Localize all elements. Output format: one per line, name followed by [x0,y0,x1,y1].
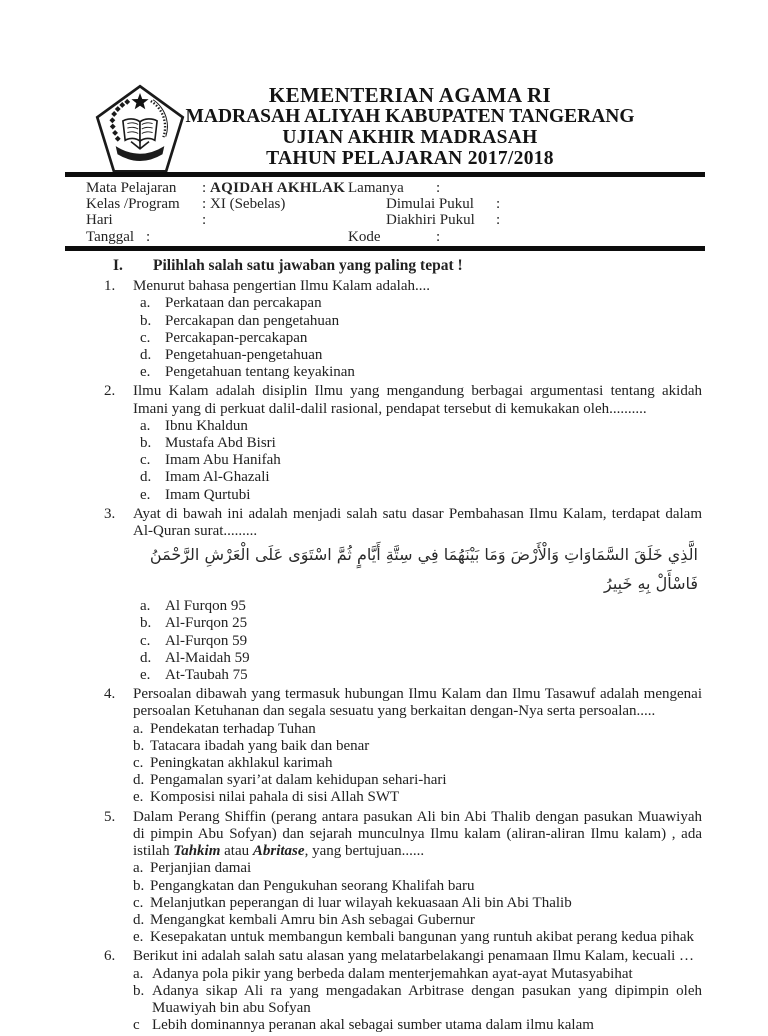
stem-text: Ayat di bawah ini adalah menjadi salah satu dasar Pembahasan Ilmu Kalam, terdapat dalam Al-Quran surat......... [133,505,702,540]
option-letter: b. [133,982,145,999]
arabic-verse: الَّذِي خَلَقَ السَّمَاوَاتِ وَالْأَرْضَ وَمَا بَيْنَهُمَا فِي سِتَّةِ أَيَّامٍ ثُمَّ اسْتَوَى عَلَى الْعَرْشِ الرَّحْمَنُ فَاسْأَلْ بِهِ خَبِيرُ [149,545,698,594]
option [133,313,702,330]
option-letter: b. [140,615,152,632]
meta-row [65,196,705,212]
option [133,1017,702,1034]
meta-label-right: Diakhiri Pukul [386,212,475,229]
question-body [133,948,702,1034]
stem-text: Berikut ini adalah salah satu alasan yang melatarbelakangi penamaan Ilmu Kalam, kecuali … [133,948,695,965]
option [133,347,702,364]
option [133,912,702,929]
option-text: Peningkatan akhlakul karimah [150,755,333,772]
option-text: Adanya sikap Ali ra yang mengadakan Arbitrase dengan pasukan yang dipimpin oleh Muawiyah bin abu Sofyan [152,982,702,1016]
option-text: Percakapan dan pengetahuan [165,312,340,329]
meta-value-left: AQIDAH AKHLAK [210,180,346,196]
question [104,948,702,1034]
question-stem [133,278,702,295]
option-letter: a. [133,720,144,737]
option-letter: e. [140,364,151,381]
stem-text: atau [220,843,253,860]
meta-label-left: Mata Pelajaran [86,180,177,196]
option [133,615,702,632]
stem-text: Ilmu Kalam adalah disiplin Ilmu yang mengandung berbagai argumentasi tentang akidah Imani yang di perkuat dalil-dalil rasional, pendapat tersebut di kemukakan oleh.......... [133,383,702,417]
meta-label-left: Tanggal [86,228,135,245]
option-text: Tatacara ibadah yang baik dan benar [150,737,370,754]
option-letter: b. [133,737,145,754]
question-stem [133,383,702,417]
option [133,487,702,504]
option-text: Pendekatan terhadap Tuhan [150,720,316,737]
option [133,295,702,312]
question-body [133,686,702,806]
question [104,383,702,503]
option-letter: e. [140,667,151,684]
exam-meta-table [65,180,705,245]
stem-text: , yang bertujuan...... [304,843,425,860]
question-number: 1. [104,278,116,295]
meta-colon-right: : [436,180,441,196]
option [133,895,702,912]
question [104,506,702,684]
option-list [133,721,702,807]
question-stem [133,948,702,965]
option [133,633,702,650]
option-letter: b. [140,435,152,452]
meta-label-right: Dimulai Pukul [386,196,474,213]
option-letter: e. [133,789,144,806]
option-text: Imam Abu Hanifah [165,452,281,469]
option-text: Adanya pola pikir yang berbeda dalam menterjemahkan ayat-ayat Mutasyabihat [152,965,633,982]
option-letter: a. [140,417,151,434]
school-year: TAHUN PELAJARAN 2017/2018 [266,148,554,169]
option-text: Komposisi nilai pahala di sisi Allah SWT [150,789,400,806]
section-heading [104,257,702,274]
stem-text: Tahkim [173,843,221,860]
option-letter: c. [140,452,151,469]
option-letter: a. [133,965,144,982]
question-number: 6. [104,948,116,965]
question-body [133,383,702,503]
stem-text: Dalam Perang Shiffin (perang antara pasukan Ali bin Abi Thalib dengan pasukan Muawiyah di pimpin Abu Sofyan) dan sejarah munculnya Ilmu kalam (aliran-aliran Ilmu kalam) , ada istilah [133,808,702,860]
option [133,929,702,946]
option-text: Mengangkat kembali Amru bin Ash sebagai Gubernur [150,911,475,928]
meta-row [65,212,705,228]
meta-colon-left: : [202,196,207,213]
option-letter: d. [140,649,152,666]
question-stem [133,809,702,861]
meta-label-right: Lamanya [348,180,404,196]
option-letter: d. [133,772,145,789]
option-text: Pengetahuan-pengetahuan [165,347,323,364]
option-text: Al-Furqon 59 [165,632,248,649]
option [133,650,702,667]
exam-header [0,84,768,169]
option-list [133,418,702,504]
option [133,966,702,983]
option-letter: b. [140,312,152,329]
meta-row [65,229,705,245]
question-body [133,809,702,947]
option-letter: c. [133,894,144,911]
meta-colon-left: : [202,180,207,196]
question-number: 3. [104,505,116,522]
option-letter: a. [133,860,144,877]
meta-colon-right: : [496,212,501,229]
option-list [133,295,702,381]
option-letter: b. [133,877,145,894]
option-letter: c. [133,755,144,772]
option [133,452,702,469]
option-list [133,966,702,1035]
option-text: Mustafa Abd Bisri [165,435,276,452]
option-text: Al Furqon 95 [165,598,246,615]
question-stem [133,506,702,540]
option [133,435,702,452]
option-text: Kesepakatan untuk membangun kembali bangunan yang runtuh akibat perang kedua pihak [150,929,694,946]
option-text: At-Taubah 75 [165,667,248,684]
option-letter: d. [140,347,152,364]
meta-label-right: Kode [348,228,381,245]
stem-text: Menurut bahasa pengertian Ilmu Kalam adalah.... [133,278,430,295]
question [104,278,702,381]
meta-row [65,180,705,196]
option-letter: e. [140,486,151,503]
option [133,667,702,684]
question-number: 5. [104,808,116,825]
question-list [104,278,702,1034]
question-body [133,278,702,381]
meta-colon-right: : [436,228,441,245]
exam-name: UJIAN AKHIR MADRASAH [282,127,538,148]
section-numeral: I. [113,257,123,274]
option-text: Pengamalan syari’at dalam kehidupan sehari-hari [150,772,447,789]
stem-text: Abritase [252,843,305,860]
question-stem [133,686,702,720]
option-text: Perjanjian damai [150,860,252,877]
option-text: Imam Al-Ghazali [165,469,270,486]
option [133,418,702,435]
header-divider-top [65,172,705,177]
question-body [133,506,702,684]
exam-title-block [112,84,708,169]
option-text: Ibnu Khaldun [165,417,248,434]
meta-colon-left: : [146,228,151,245]
option-text: Imam Qurtubi [165,486,251,503]
option [133,598,702,615]
exam-body [104,257,702,1036]
option [133,772,702,789]
option [133,755,702,772]
ministry-title: KEMENTERIAN AGAMA RI [268,83,552,107]
option-letter: c. [140,329,151,346]
header-divider-bottom [65,246,705,251]
option [133,364,702,381]
option [133,789,702,806]
option [133,878,702,895]
meta-label-left: Kelas /Program [86,196,180,213]
option-text: Al-Maidah 59 [165,649,250,666]
option-text: Al-Furqon 25 [165,615,248,632]
option-text: Pengetahuan tentang keyakinan [165,364,355,381]
option-text: Percakapan-percakapan [165,329,308,346]
kemenag-logo-icon [94,84,186,179]
meta-colon-left: : [202,212,207,229]
stem-text: Persoalan dibawah yang termasuk hubungan Ilmu Kalam dan Ilmu Tasawuf adalah mengenai persoalan Ketuhanan dan segala sesuatu yang berkaitan dengan-Nya serta persoalan..... [133,686,702,720]
option-letter: d. [133,911,145,928]
option-text: Pengangkatan dan Pengukuhan seorang Khalifah baru [150,877,475,894]
question-number: 4. [104,686,116,703]
option-list [133,860,702,946]
option-letter: a. [140,598,151,615]
option-text: Melanjutkan peperangan di luar wilayah kekuasaan Ali bin Abi Thalib [150,894,572,911]
option-list [133,598,702,684]
question-number: 2. [104,383,116,400]
option [133,330,702,347]
option [133,469,702,486]
option-letter: d. [140,469,152,486]
section-instruction: Pilihlah salah satu jawaban yang paling tepat ! [153,257,463,274]
option-text: Lebih dominannya peranan akal sebagai sumber utama dalam ilmu kalam [152,1017,594,1034]
option [133,738,702,755]
option-letter: a. [140,295,151,312]
meta-value-left: XI (Sebelas) [210,196,286,213]
option [133,721,702,738]
meta-label-left: Hari [86,212,113,229]
question [104,809,702,947]
option [133,860,702,877]
option [133,983,702,1017]
option-letter: c [133,1017,140,1034]
option-letter: c. [140,632,151,649]
meta-colon-right: : [496,196,501,213]
school-title: MADRASAH ALIYAH KABUPATEN TANGERANG [185,106,635,127]
question [104,686,702,806]
option-letter: e. [133,929,144,946]
option-text: Perkataan dan percakapan [165,295,322,312]
